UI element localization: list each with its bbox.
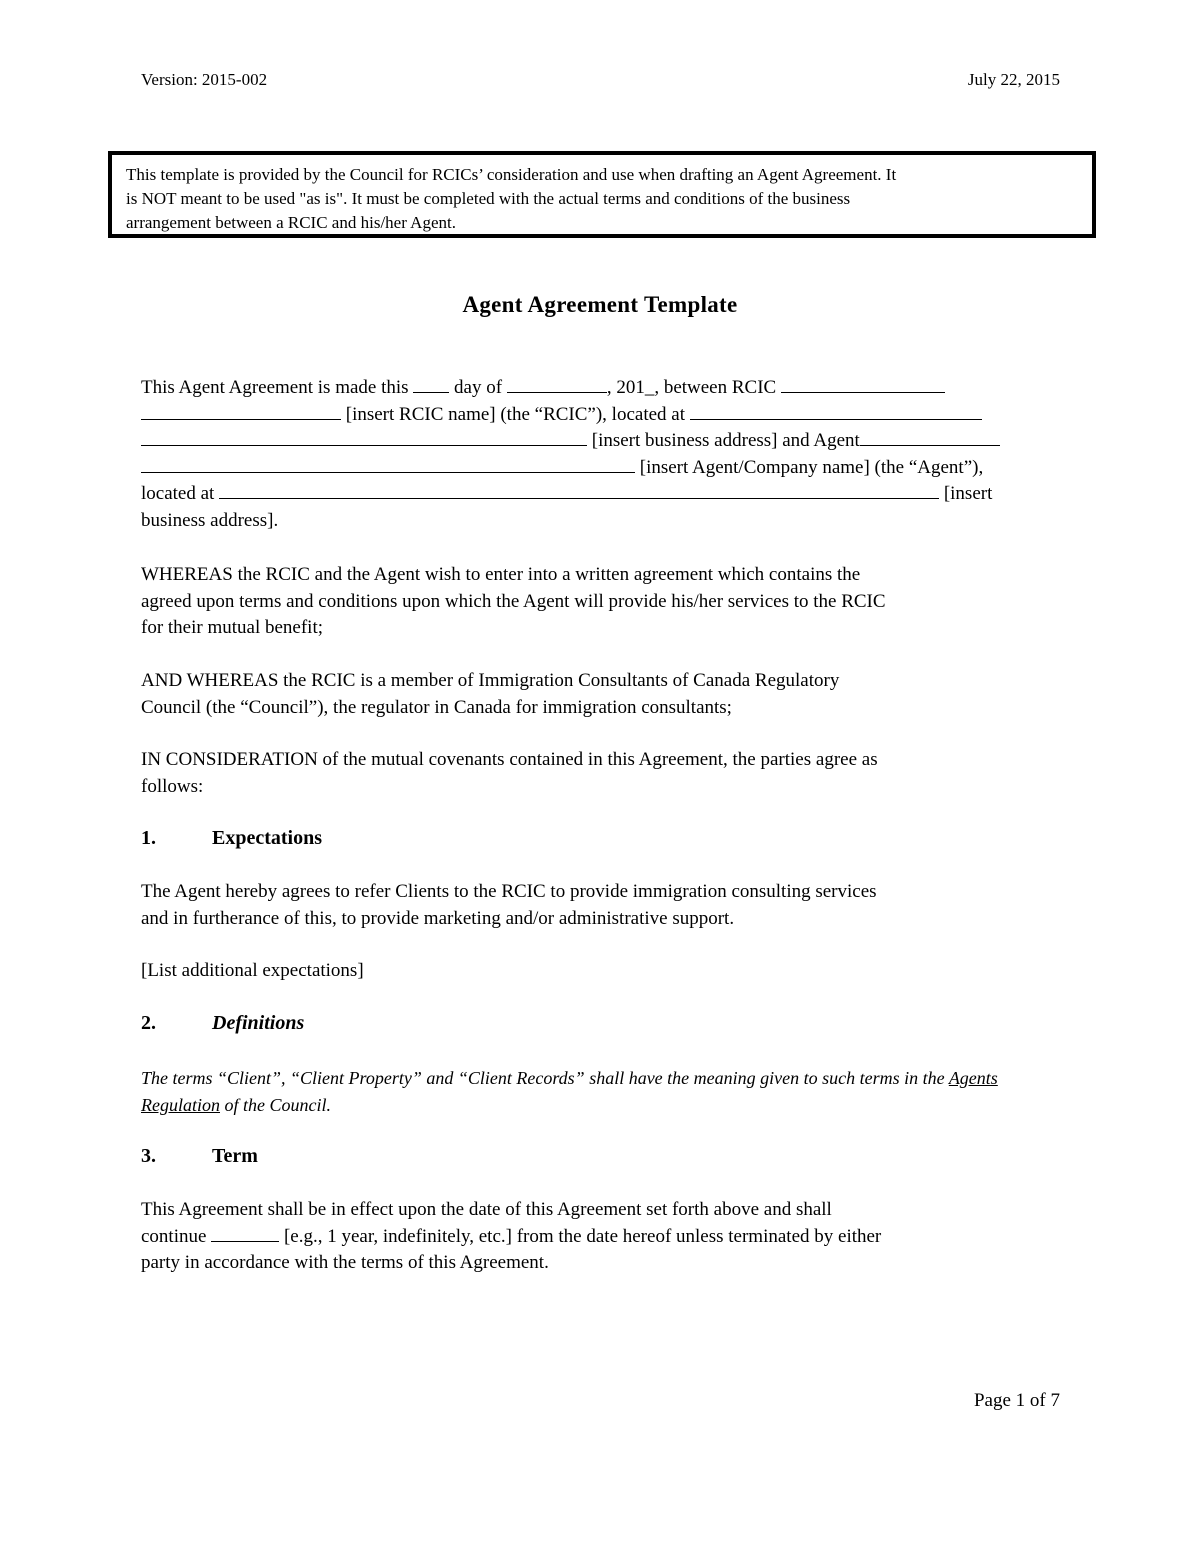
whereas-line: for their mutual benefit;: [141, 617, 324, 638]
additional-expectations: [List additional expectations]: [141, 960, 364, 981]
rcic-blank: [781, 376, 945, 393]
rcic-name-blank: [141, 403, 341, 420]
term-line: This Agreement shall be in effect upon the date of this Agreement set forth above and shall: [141, 1199, 832, 1220]
agents-regulation-link: Agents: [948, 1068, 998, 1088]
page-number: Page 1 of 7: [973, 1390, 1060, 1411]
notice-line: This template is provided by the Council for RCICs’ consideration and use when drafting an Agent Agreement. It: [126, 165, 897, 184]
section-heading-definitions: [141, 1010, 304, 1036]
consideration-line: follows:: [141, 775, 204, 797]
month-blank: [507, 376, 607, 393]
intro-text: [insert RCIC name] (the “RCIC”), located at: [345, 403, 686, 425]
agent-blank: [860, 429, 1000, 446]
day-blank: [413, 376, 449, 393]
notice-line: arrangement between a RCIC and his/her Agent.: [126, 213, 456, 232]
agent-name-blank: [141, 456, 635, 473]
intro-text: business address].: [141, 509, 279, 531]
whereas-line: Council (the “Council”), the regulator in Canada for immigration consultants;: [141, 696, 732, 718]
intro-paragraph: [141, 375, 1061, 534]
section-title: Definitions: [212, 1012, 305, 1034]
section-heading-term: [141, 1143, 258, 1169]
section-title: Expectations: [212, 827, 322, 849]
term-duration-blank: [211, 1225, 279, 1242]
definitions-text: The terms “Client”, “Client Property” and “Client Records” shall have the meaning given to such terms in the: [141, 1068, 945, 1088]
whereas-line: WHEREAS the RCIC and the Agent wish to enter into a written agreement which contains the: [141, 564, 861, 585]
intro-text: day of: [454, 377, 503, 398]
intro-text: [insert business address] and Agent: [591, 430, 860, 451]
agents-regulation-link: Regulation: [141, 1094, 220, 1115]
section-title: Term: [212, 1145, 258, 1167]
business-address-blank: [141, 429, 587, 446]
section-heading-expectations: [141, 825, 322, 851]
section-number: 3.: [141, 1145, 156, 1167]
definitions-text: of the Council.: [224, 1094, 331, 1115]
intro-text: [insert Agent/Company name] (the “Agent”),: [639, 456, 984, 478]
document-title: Agent Agreement Template: [462, 292, 738, 317]
whereas-line: AND WHEREAS the RCIC is a member of Immigration Consultants of Canada Regulatory: [141, 670, 840, 691]
consideration-paragraph: [141, 747, 1061, 800]
version-label: Version: 2015-002: [141, 70, 268, 89]
template-notice-box: [108, 151, 1096, 238]
expectations-line: and in furtherance of this, to provide marketing and/or administrative support.: [141, 907, 735, 929]
term-paragraph: [141, 1197, 1061, 1277]
whereas-line: agreed upon terms and conditions upon which the Agent will provide his/her services to the RCIC: [141, 590, 886, 612]
expectations-line: The Agent hereby agrees to refer Clients to the RCIC to provide immigration consulting services: [141, 881, 877, 902]
section-number: 2.: [141, 1012, 156, 1034]
definitions-paragraph: [141, 1065, 1061, 1118]
and-whereas-paragraph: [141, 668, 1061, 721]
agent-location-blank: [219, 482, 939, 499]
intro-text: located at: [141, 483, 215, 504]
document-date: July 22, 2015: [967, 70, 1060, 89]
rcic-location-blank: [690, 403, 982, 420]
consideration-line: IN CONSIDERATION of the mutual covenants contained in this Agreement, the parties agree as: [141, 749, 878, 770]
term-text: continue: [141, 1225, 207, 1247]
section-number: 1.: [141, 827, 156, 849]
intro-text: , 201_, between RCIC: [606, 377, 777, 398]
whereas-paragraph: [141, 562, 1061, 642]
notice-line: is NOT meant to be used "as is". It must be completed with the actual terms and conditions of the business: [126, 189, 851, 208]
intro-text: This Agent Agreement is made this: [141, 377, 409, 398]
intro-text: [insert: [943, 483, 993, 504]
term-text: [e.g., 1 year, indefinitely, etc.] from the date hereof unless terminated by either: [283, 1225, 882, 1247]
term-line: party in accordance with the terms of this Agreement.: [141, 1252, 549, 1273]
expectations-paragraph: [141, 879, 1061, 932]
